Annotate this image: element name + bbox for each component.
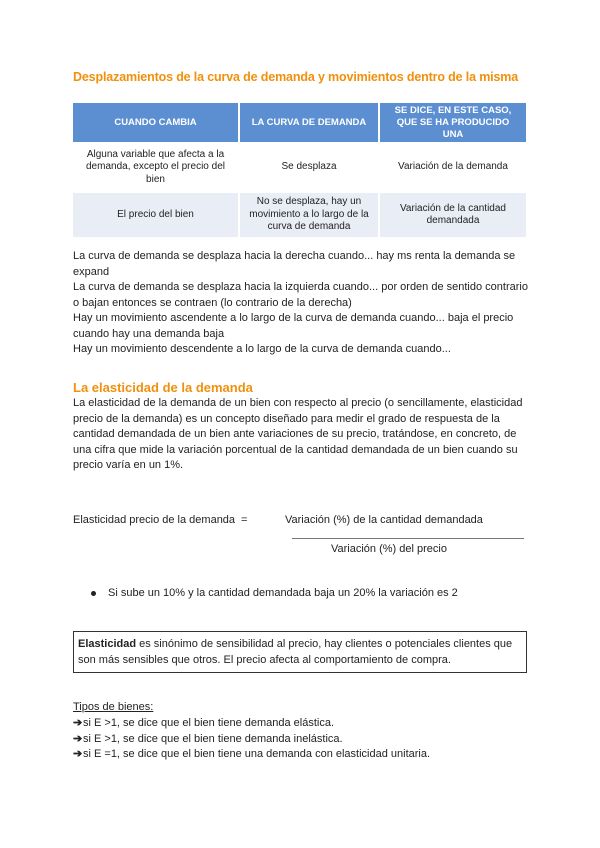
table-row	[73, 193, 526, 237]
demand-shift-notes	[73, 249, 533, 358]
table-cell: El precio del bien	[73, 193, 239, 237]
table-cell: No se desplaza, hay un movimiento a lo largo de la curva de demanda	[239, 193, 379, 237]
tipos-list	[73, 716, 430, 763]
table-cell: Alguna variable que afecta a la demanda, excepto el precio del bien	[73, 142, 239, 193]
note-line: La curva de demanda se desplaza hacia la izquierda cuando... por orden de sentido contrario o bajan entonces se contraen (lo contrario de la derecha)	[73, 281, 528, 309]
tipos-title: Tipos de bienes:	[73, 701, 154, 713]
demand-table	[73, 103, 526, 237]
bullet-text: Si sube un 10% y la cantidad demandada baja un 20% la variación es 2	[108, 587, 458, 599]
table-cell: Variación de la cantidad demandada	[379, 193, 526, 237]
arrow-icon: ➔	[73, 717, 83, 729]
note-line: Hay un movimiento ascendente a lo largo de la curva de demanda cuando... baja el precio cuando hay una demanda baja	[73, 312, 514, 340]
arrow-icon: ➔	[73, 732, 83, 745]
table-row	[73, 142, 526, 193]
list-item	[73, 716, 430, 732]
elasticidad-paragraph: La elasticidad de la demanda de un bien con respecto al precio (o sencillamente, elasticidad precio de la demanda) es un concepto diseñado para medir el grado de respuesta de la cantidad demandada de un bien ante variaciones de su precio, tratándose, en concreto, de una cifra que mide la variación porcentual de la cantidad demandada de un bien cuando su precio varía en un 1%.	[73, 397, 523, 471]
definition-text: es sinónimo de sensibilidad al precio, hay clientes o potenciales clientes que son más sensibles que otros. El precio afecta al comportamiento de compra.	[78, 638, 513, 666]
table-header-row	[73, 103, 526, 142]
table-header-cell: CUANDO CAMBIA	[73, 103, 239, 142]
note-line: La curva de demanda se desplaza hacia la derecha cuando... hay ms renta la demanda se expand	[73, 250, 516, 278]
table-header-cell: SE DICE, EN ESTE CASO, QUE SE HA PRODUCIDO UNA	[379, 103, 526, 142]
formula-numerator: Variación (%) de la cantidad demandada	[285, 514, 483, 526]
elasticidad-definition-box	[73, 631, 527, 673]
section-title-elasticidad: La elasticidad de la demanda	[73, 380, 253, 395]
definition-term: Elasticidad	[78, 638, 137, 650]
arrow-icon: ➔	[73, 748, 83, 760]
example-bullet	[91, 587, 458, 599]
list-item-text: si E =1, se dice que el bien tiene una demanda con elasticidad unitaria.	[83, 748, 431, 760]
fraction-line	[292, 538, 524, 539]
table-header-cell: LA CURVA DE DEMANDA	[239, 103, 379, 142]
list-item	[73, 747, 430, 763]
note-line: Hay un movimiento descendente a lo largo de la curva de demanda cuando...	[73, 343, 451, 355]
list-item	[73, 732, 430, 748]
formula-denominator: Variación (%) del precio	[331, 543, 447, 555]
list-item-text: si E >1, se dice que el bien tiene demanda elástica.	[83, 717, 335, 729]
bullet-icon	[91, 591, 96, 596]
table-cell: Variación de la demanda	[379, 142, 526, 193]
formula-label: Elasticidad precio de la demanda	[73, 514, 236, 526]
formula-equals: =	[241, 514, 248, 526]
section-title-desplazamientos: Desplazamientos de la curva de demanda y movimientos dentro de la misma	[73, 70, 519, 84]
list-item-text: si E >1, se dice que el bien tiene demanda inelástica.	[83, 732, 343, 745]
table-cell: Se desplaza	[239, 142, 379, 193]
